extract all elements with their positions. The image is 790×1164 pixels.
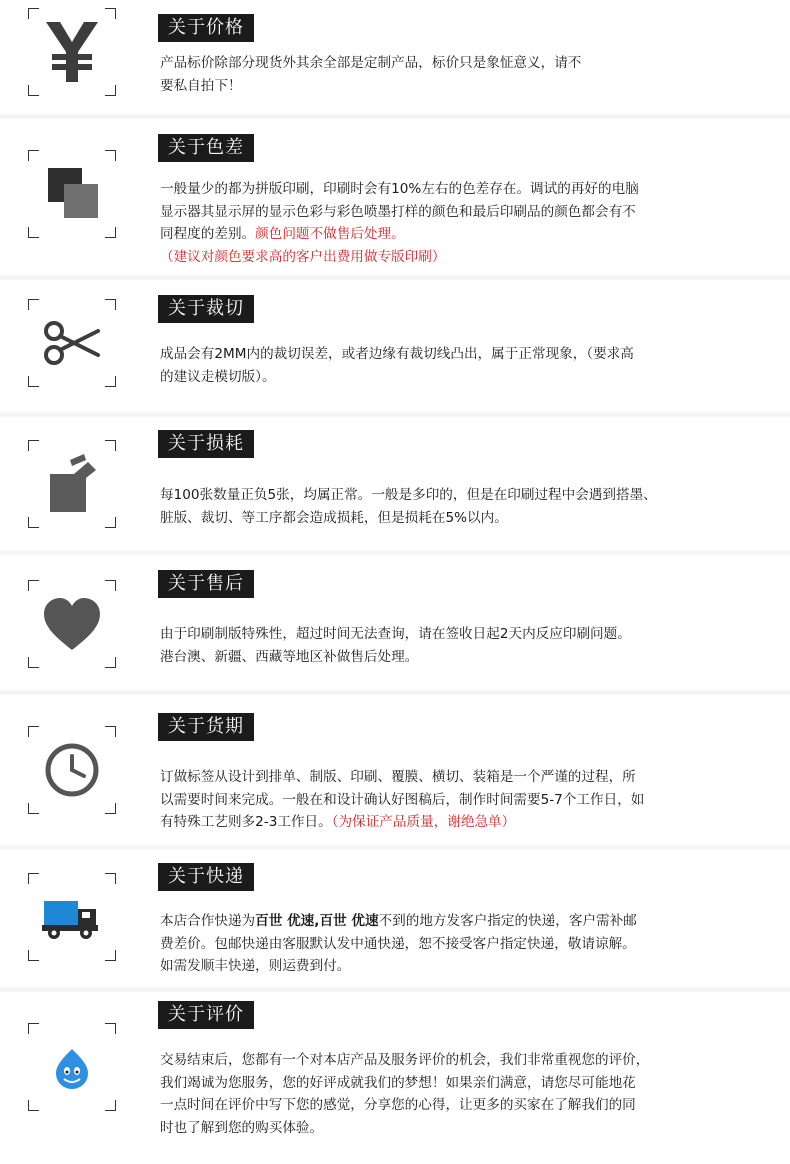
icon-frame bbox=[28, 299, 116, 387]
text-normal: 不到的地方发客户指定的快递，客户需补邮 bbox=[378, 913, 637, 929]
courier-name: 百世 优速 bbox=[319, 913, 379, 929]
section-text bbox=[160, 484, 760, 529]
clock-icon bbox=[40, 738, 104, 802]
icon-frame bbox=[28, 580, 116, 668]
text-line: 订做标签从设计到排单、制版、印刷、覆膜、横切、装箱是一个严谨的过程，所 bbox=[160, 769, 636, 785]
section-review bbox=[0, 993, 790, 1164]
text-line: 费差价。包邮快递由客服默认发中通快递，恕不接受客户指定快递，敬请谅解。 bbox=[160, 935, 636, 952]
section-text bbox=[160, 623, 760, 668]
section-text bbox=[160, 910, 760, 978]
heart-icon bbox=[40, 592, 104, 656]
section-heading: 关于评价 bbox=[158, 1001, 254, 1029]
section-divider bbox=[0, 985, 790, 993]
text-line bbox=[160, 223, 760, 246]
section-text bbox=[160, 766, 760, 834]
text-line: 如需发顺丰快递，则运费到付。 bbox=[160, 958, 351, 974]
text-normal: 本店合作快递为 bbox=[160, 913, 256, 929]
waste-bin-icon bbox=[40, 452, 104, 516]
section-heading: 关于损耗 bbox=[158, 430, 254, 458]
text-line: 产品标价除部分现货外其余全部是定制产品，标价只是象怔意义，请不 bbox=[160, 55, 582, 71]
text-line bbox=[160, 910, 760, 933]
section-color bbox=[0, 120, 790, 273]
section-aftersale bbox=[0, 556, 790, 688]
text-warning: 颜色问题不做售后处理。 bbox=[255, 226, 405, 242]
section-divider bbox=[0, 410, 790, 418]
section-heading: 关于快递 bbox=[158, 863, 254, 891]
text-normal: 有特殊工艺则多2-3工作日。 bbox=[160, 814, 332, 830]
text-line bbox=[160, 811, 760, 834]
section-express bbox=[0, 851, 790, 985]
section-text bbox=[160, 178, 760, 268]
text-line: 一般量少的都为拼版印刷，印刷时会有10%左右的色差存在。调试的再好的电脑 bbox=[160, 181, 639, 197]
section-loss bbox=[0, 418, 790, 548]
section-text bbox=[160, 1049, 760, 1139]
icon-frame bbox=[28, 1023, 116, 1111]
text-warning: （建议对颜色要求高的客户出费用做专版印刷） bbox=[160, 248, 446, 265]
section-divider bbox=[0, 688, 790, 696]
text-line: 交易结束后，您都有一个对本店产品及服务评价的机会，我们非常重视您的评价， bbox=[160, 1052, 650, 1068]
section-text bbox=[160, 52, 760, 97]
section-divider bbox=[0, 273, 790, 281]
text-line: 显示器其显示屏的显示色彩与彩色喷墨打样的颜色和最后印刷品的颜色都会有不 bbox=[160, 203, 636, 220]
icon-frame bbox=[28, 150, 116, 238]
icon-frame bbox=[28, 440, 116, 528]
text-line: 的建议走模切版）。 bbox=[160, 368, 276, 385]
section-delivery bbox=[0, 696, 790, 843]
section-cutting bbox=[0, 281, 790, 410]
text-line: 由于印刷制版特殊性，超过时间无法查询，请在签收日起2天内反应印刷问题。 bbox=[160, 626, 631, 642]
section-price bbox=[0, 0, 790, 112]
text-line: 每100张数量正负5张，均属正常。一般是多印的，但是在印刷过程中会遇到搭墨、 bbox=[160, 487, 657, 503]
text-line: 时也了解到您的购买体验。 bbox=[160, 1119, 324, 1136]
text-warning: （为保证产品质量，谢绝急单） bbox=[331, 814, 516, 830]
section-heading: 关于售后 bbox=[158, 570, 254, 598]
section-divider bbox=[0, 548, 790, 556]
color-swatch-icon bbox=[40, 162, 104, 226]
icon-frame bbox=[28, 873, 116, 961]
yen-icon bbox=[40, 20, 104, 84]
text-line: 一点时间在评价中写下您的感觉，分享您的心得，让更多的买家在了解我们的同 bbox=[160, 1097, 636, 1113]
text-normal: 同程度的差别。 bbox=[160, 226, 256, 242]
section-heading: 关于货期 bbox=[158, 713, 254, 741]
section-divider bbox=[0, 843, 790, 851]
section-divider bbox=[0, 112, 790, 120]
section-heading: 关于色差 bbox=[158, 134, 254, 162]
section-heading: 关于价格 bbox=[158, 14, 254, 42]
text-line: 以需要时间来完成。一般在和设计确认好图稿后，制作时间需要5-7个工作日，如 bbox=[160, 791, 645, 808]
text-line: 要私自拍下！ bbox=[160, 77, 242, 94]
text-line: 港台澳、新疆、西藏等地区补做售后处理。 bbox=[160, 648, 419, 665]
text-normal: , bbox=[314, 913, 320, 929]
section-text bbox=[160, 343, 760, 388]
truck-icon bbox=[40, 885, 104, 949]
section-heading: 关于裁切 bbox=[158, 295, 254, 323]
text-line: 成品会有2MM内的裁切误差，或者边缘有裁切线凸出，属于正常现象，（要求高 bbox=[160, 346, 634, 362]
text-line: 脏版、裁切、等工序都会造成损耗，但是损耗在5%以内。 bbox=[160, 509, 508, 526]
icon-frame bbox=[28, 726, 116, 814]
text-line: 我们竭诚为您服务，您的好评成就我们的梦想！如果亲们满意，请您尽可能地花 bbox=[160, 1074, 636, 1091]
courier-name: 百世 优速 bbox=[255, 913, 315, 929]
scissors-icon bbox=[40, 311, 104, 375]
smiley-drop-icon bbox=[40, 1035, 104, 1099]
icon-frame bbox=[28, 8, 116, 96]
